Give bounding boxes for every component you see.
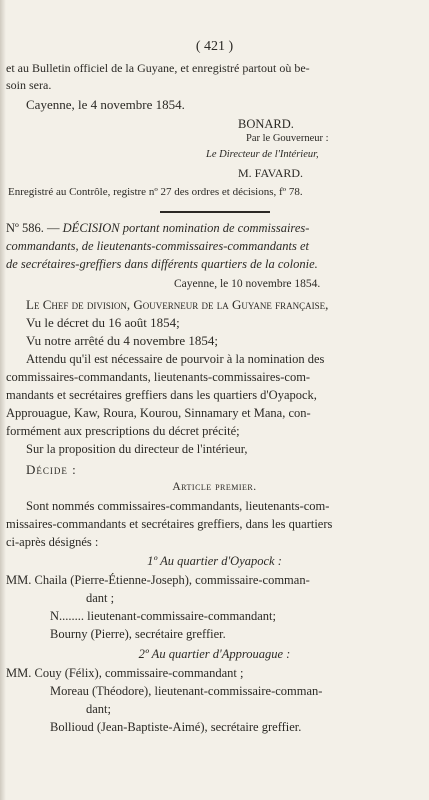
text-line: commissaires-commandants, lieutenants-commissaires-com- bbox=[6, 370, 311, 384]
text-line: Sont nommés commissaires-commandants, lieutenants-com- bbox=[26, 499, 330, 513]
text-line: ci-après désignés : bbox=[6, 535, 99, 549]
text-line: Cayenne, le 4 novembre 1854. bbox=[26, 97, 185, 112]
registration-note: Enregistré au Contrôle, registre nº 27 des ordres et décisions, fº 78. bbox=[8, 186, 303, 198]
list-item: MM. Chaila (Pierre-Étienne-Joseph), commissaire-comman- bbox=[6, 573, 310, 587]
text-line: Vu le décret du 16 août 1854; bbox=[26, 315, 180, 330]
text-line: soin sera. bbox=[6, 78, 52, 92]
quarter-heading: 2º Au quartier d'Approuague : bbox=[138, 647, 291, 661]
quarter-heading: 1º Au quartier d'Oyapock : bbox=[147, 554, 282, 568]
text-line: Attendu qu'il est nécessaire de pourvoir à la nomination des bbox=[26, 352, 325, 366]
list-item: Moreau (Théodore), lieutenant-commissaire-comman- bbox=[50, 684, 323, 698]
signature-name: BONARD. bbox=[238, 117, 294, 131]
signature-name: M. FAVARD. bbox=[238, 166, 304, 180]
text-line: Approuague, Kaw, Roura, Kourou, Sinnamary et Mana, con- bbox=[6, 406, 311, 420]
page-number: ( 421 ) bbox=[195, 39, 234, 54]
decision-date: Cayenne, le 10 novembre 1854. bbox=[174, 278, 321, 290]
text-line: Par le Gouverneur : bbox=[246, 133, 329, 144]
text-line: Vu notre arrêté du 4 novembre 1854; bbox=[26, 333, 218, 348]
text-line: missaires-commandants et secrétaires greffiers, dans les quartiers bbox=[6, 517, 333, 531]
decision-heading: de secrétaires-greffiers dans différents quartiers de la colonie. bbox=[6, 257, 318, 271]
decision-heading: commandants, de lieutenants-commissaires-commandants et bbox=[6, 239, 309, 253]
decision-heading: Nº 586. — DÉCISION portant nomination de commissaires- bbox=[6, 221, 310, 235]
text-line: Le Directeur de l'Intérieur, bbox=[206, 149, 319, 160]
list-item: Bollioud (Jean-Baptiste-Aimé), secrétaire greffier. bbox=[50, 720, 302, 734]
list-item: dant; bbox=[86, 702, 111, 716]
text-line: formément aux prescriptions du décret précité; bbox=[6, 424, 240, 438]
decide-heading: Décide : bbox=[26, 462, 77, 477]
text-line: Le Chef de division, Gouverneur de la Guyane française, bbox=[26, 297, 329, 312]
list-item: dant ; bbox=[86, 591, 115, 605]
list-item: Bourny (Pierre), secrétaire greffier. bbox=[50, 627, 226, 641]
text-line: et au Bulletin officiel de la Guyane, et enregistré partout où be- bbox=[6, 61, 310, 75]
list-item: N........ lieutenant-commissaire-commandant; bbox=[50, 609, 276, 623]
separator-rule bbox=[160, 211, 270, 213]
text-line: Sur la proposition du directeur de l'intérieur, bbox=[26, 442, 248, 456]
article-heading: Article premier. bbox=[172, 481, 257, 493]
text-line: mandants et secrétaires greffiers dans les quartiers d'Oyapock, bbox=[6, 388, 317, 402]
list-item: MM. Couy (Félix), commissaire-commandant ; bbox=[6, 666, 244, 680]
